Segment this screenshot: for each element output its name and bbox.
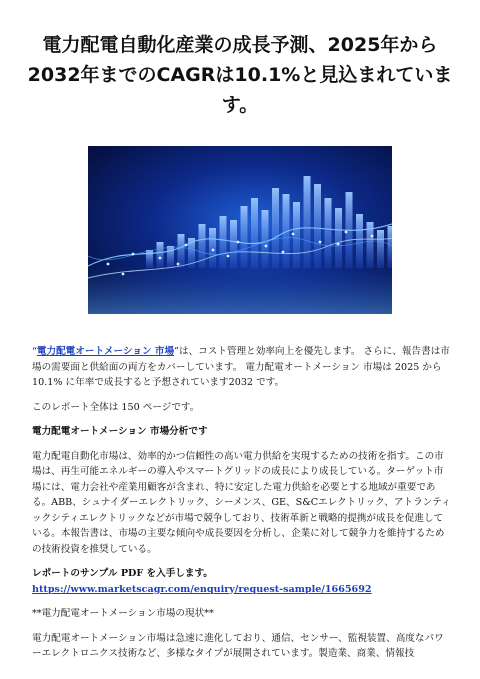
decorative-dot	[132, 253, 135, 256]
decorative-bar	[230, 220, 237, 268]
sample-label: レポートのサンプル PDF を入手します。	[32, 568, 213, 579]
decorative-bar	[167, 246, 174, 268]
decorative-bar	[241, 206, 248, 268]
quote-mark: “	[32, 346, 37, 357]
analysis-body: 電力配電自動化市場は、効率的かつ信頼性の高い電力供給を実現するための技術を指す。この市場は、再生可能エネルギーの導入やスマートグリッドの成長により成長している。ターゲット市場には、電力会社や産業用顧客が含まれ、特に安定した電力供給を必要とする地域が重要である。ABB、シュナイダーエレクトリック、シーメンス、GE、S&Cエレクトリック、アトランティックシティエレクトリックなどが市場で競争しており、技術革新と戦略的提携が成長を促進している。本報告書は、市場の主要な傾向や成長要因を分析し、企業に対して競争力を維持するための技術投資を推奨している。	[32, 450, 451, 555]
decorative-dot	[371, 235, 374, 238]
decorative-dot	[159, 257, 162, 260]
analysis-heading: 電力配電オートメーション 市場分析です	[32, 426, 208, 437]
pages-note: このレポート全体は 150 ページです。	[32, 401, 200, 413]
page-title: 電力配電自動化産業の成長予測、2025年から2032年までのCAGRは10.1%と見込まれています。	[27, 34, 453, 116]
decorative-dot	[345, 231, 348, 234]
status-body: 電力配電オートメーション市場は急速に進化しており、通信、センサー、監視装置、高度なパワーエレクトロニクス技術など、多様なタイプが展開されています。製造業、商業、情報技	[32, 632, 444, 659]
hero-image	[88, 146, 392, 314]
sample-link[interactable]: https://www.marketscagr.com/enquiry/request-sample/1665692	[32, 583, 372, 595]
decorative-bar	[251, 198, 258, 268]
decorative-dot	[177, 263, 180, 266]
decorative-bar	[356, 214, 363, 268]
decorative-bar	[314, 184, 321, 268]
decorative-dot	[107, 263, 110, 266]
decorative-dot	[122, 273, 125, 276]
decorative-dot	[337, 243, 340, 246]
decorative-bar	[220, 216, 227, 268]
decorative-bar	[293, 202, 300, 268]
decorative-dot	[227, 255, 230, 258]
decorative-bar	[272, 188, 279, 268]
sample-paragraph	[32, 566, 452, 597]
decorative-dot	[237, 241, 240, 244]
intro-text: ”は、コスト管理と効率向上を優先します。 さらに、報告書は市場の需要面と供給面の両方をカバーしています。 電力配電オートメーション 市場は 2025 から 10.1% に年率で成長すると予想されています2032 です。	[32, 346, 450, 388]
status-heading: **電力配電オートメーション市場の現状**	[32, 608, 214, 619]
decorative-dot	[319, 241, 322, 244]
decorative-dot	[212, 249, 215, 252]
decorative-dot	[265, 245, 268, 248]
decorative-bar	[377, 230, 384, 268]
decorative-bar	[262, 210, 269, 268]
decorative-bar	[335, 208, 342, 268]
decorative-bar	[157, 242, 164, 268]
market-link[interactable]: 電力配電オートメーション 市場	[36, 346, 175, 357]
decorative-dot	[292, 233, 295, 236]
article-body	[32, 344, 452, 671]
decorative-bar	[388, 226, 393, 268]
decorative-dot	[185, 244, 188, 247]
decorative-bar	[325, 198, 332, 268]
decorative-dot	[282, 251, 285, 254]
decorative-bar	[304, 176, 311, 268]
intro-paragraph	[32, 344, 452, 391]
decorative-bar	[209, 228, 216, 268]
